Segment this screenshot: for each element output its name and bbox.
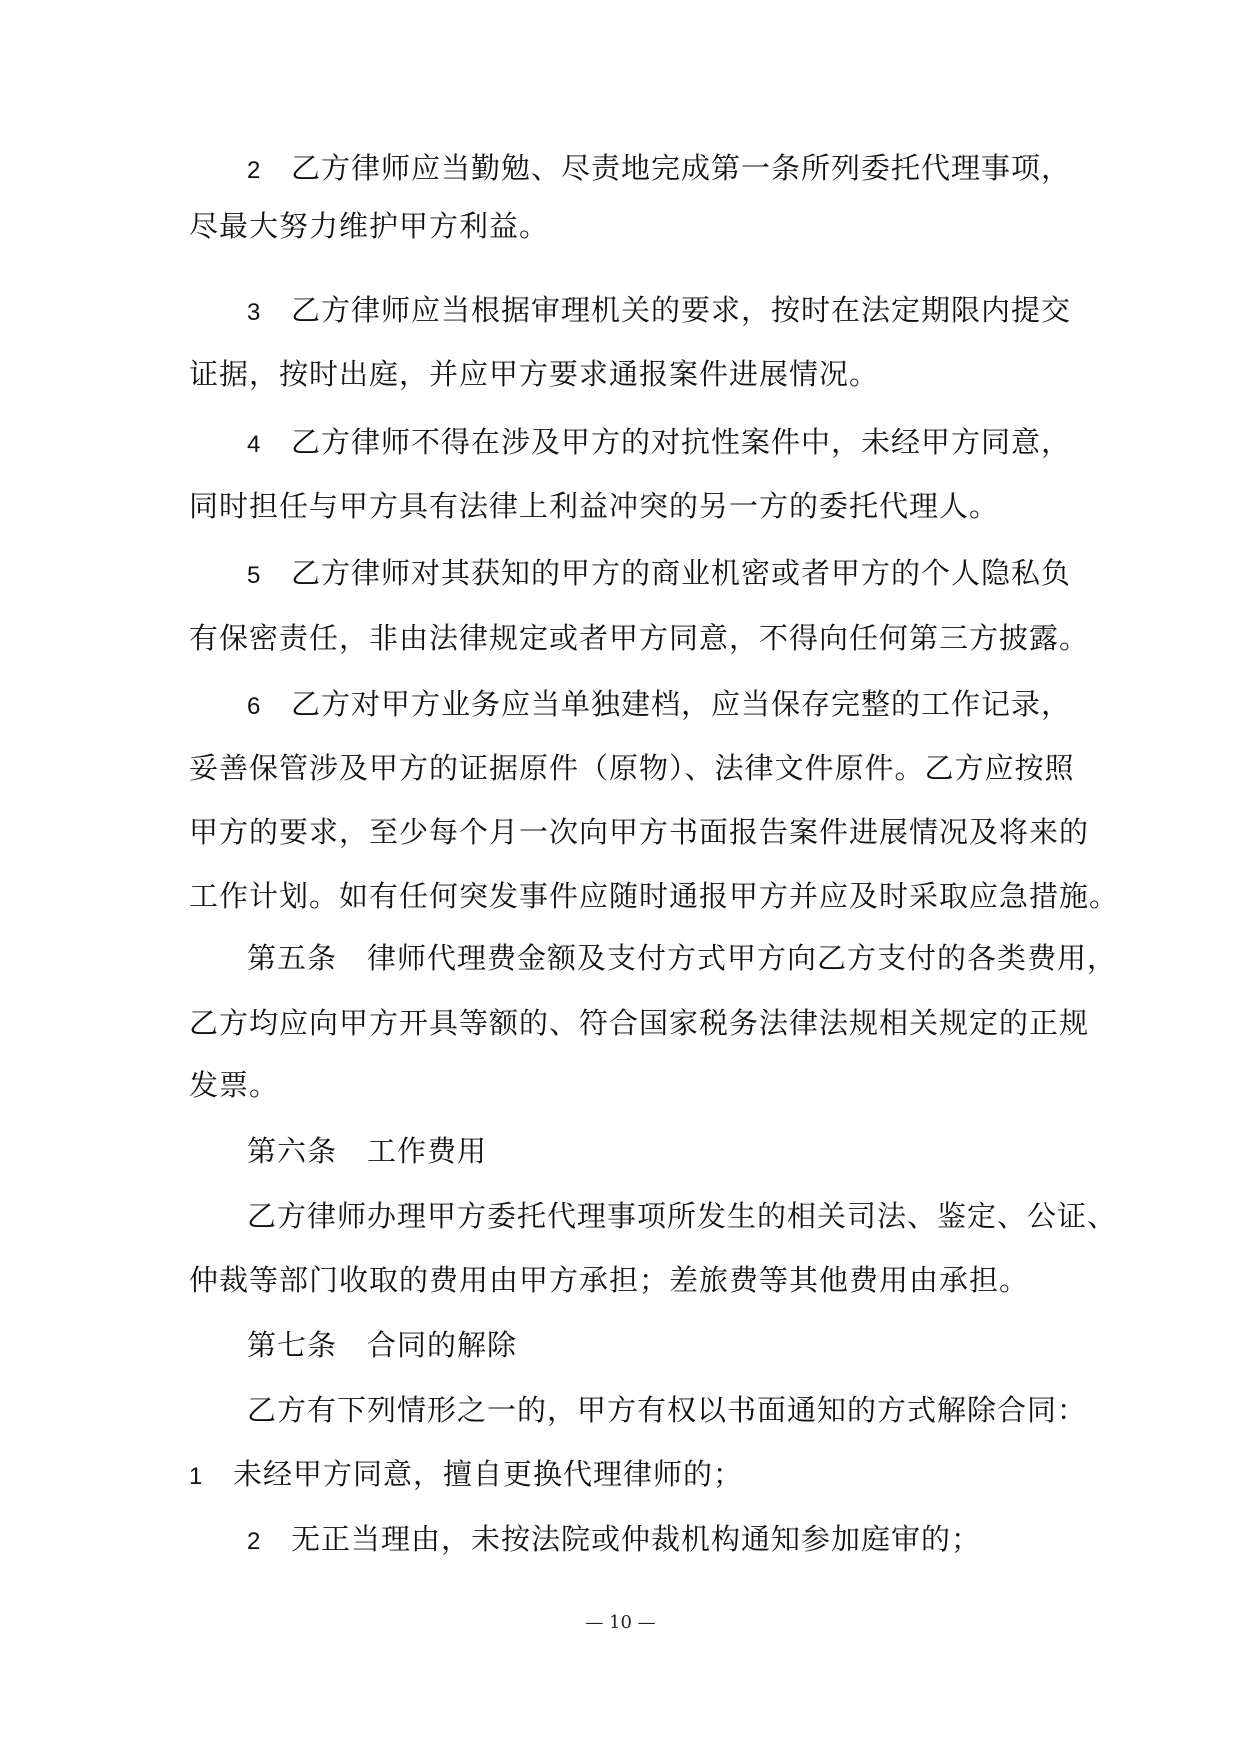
clause-number: 3 [247, 299, 262, 326]
clause-text: 未经甲方同意，擅自更换代理律师的； [233, 1457, 744, 1491]
article-heading: 第六条 [247, 1134, 338, 1168]
clause-text: 乙方律师不得在涉及甲方的对抗性案件中，未经甲方同意， [291, 425, 1072, 459]
page-number: — 10 — [585, 1612, 656, 1633]
article-5-line-1 [247, 938, 1117, 978]
clause-3-line-1 [247, 290, 1071, 333]
clause-text: 乙方律师对其获知的甲方的商业机密或者甲方的个人隐私负 [291, 556, 1072, 590]
clause-number: 4 [247, 431, 262, 458]
article-heading: 第七条 [247, 1328, 338, 1362]
clause-number: 1 [189, 1463, 204, 1490]
article-title: 合同的解除 [367, 1328, 518, 1362]
article-7-clause-2 [247, 1519, 981, 1562]
article-heading: 第五条 [247, 941, 338, 975]
clause-number: 2 [247, 157, 262, 184]
clause-text: 无正当理由，未按法院或仲裁机构通知参加庭审的； [291, 1522, 982, 1556]
article-6-line-1: 乙方律师办理甲方委托代理事项所发生的相关司法、鉴定、公证、 [247, 1199, 1118, 1233]
article-5-line-2: 乙方均应向甲方开具等额的、符合国家税务法律法规相关规定的正规 [189, 1006, 1090, 1040]
clause-6-line-2: 妥善保管涉及甲方的证据原件（原物）、法律文件原件。乙方应按照 [189, 751, 1075, 785]
clause-text: 乙方对甲方业务应当单独建档，应当保存完整的工作记录， [291, 687, 1072, 721]
clause-text: 乙方律师应当勤勉、尽责地完成第一条所列委托代理事项， [291, 151, 1072, 185]
article-text: 律师代理费金额及支付方式甲方向乙方支付的各类费用， [367, 941, 1118, 975]
clause-4-line-2: 同时担任与甲方具有法律上利益冲突的另一方的委托代理人。 [189, 489, 1000, 523]
clause-5-line-1 [247, 553, 1071, 596]
clause-number: 2 [247, 1528, 262, 1555]
article-6-heading-line [247, 1131, 487, 1171]
clause-text: 乙方律师应当根据审理机关的要求，按时在法定期限内提交 [291, 293, 1072, 327]
clause-number: 5 [247, 562, 262, 589]
article-7-heading-line [247, 1325, 517, 1365]
article-7-intro: 乙方有下列情形之一的，甲方有权以书面通知的方式解除合同： [247, 1393, 1088, 1427]
article-5-line-3: 发票。 [189, 1068, 280, 1102]
article-6-line-2: 仲裁等部门收取的费用由甲方承担；差旅费等其他费用由承担。 [189, 1263, 1030, 1297]
clause-3-line-2: 证据，按时出庭，并应甲方要求通报案件进展情况。 [189, 357, 880, 391]
clause-2-line-1 [247, 148, 1071, 191]
article-7-clause-1 [189, 1454, 743, 1497]
clause-2-line-2: 尽最大努力维护甲方利益。 [189, 209, 550, 243]
clause-6-line-3: 甲方的要求，至少每个月一次向甲方书面报告案件进展情况及将来的 [189, 815, 1090, 849]
article-title: 工作费用 [367, 1134, 488, 1168]
clause-6-line-4: 工作计划。如有任何突发事件应随时通报甲方并应及时采取应急措施。 [189, 879, 1120, 913]
clause-6-line-1 [247, 684, 1071, 727]
clause-5-line-2: 有保密责任，非由法律规定或者甲方同意，不得向任何第三方披露。 [189, 621, 1090, 655]
clause-4-line-1 [247, 422, 1071, 465]
clause-number: 6 [247, 693, 262, 720]
